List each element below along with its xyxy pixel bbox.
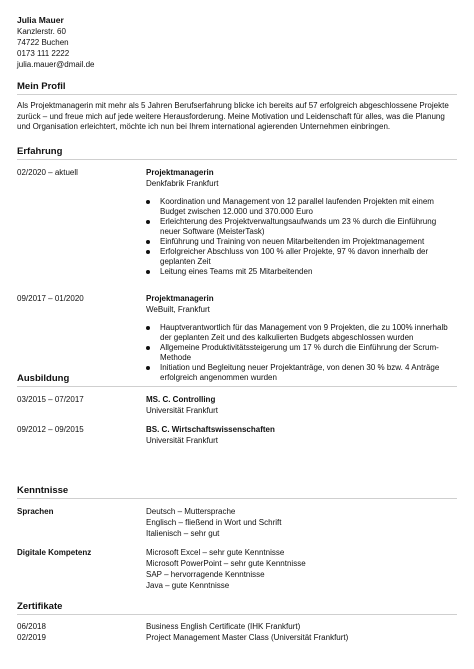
contact-name: Julia Mauer <box>17 15 64 25</box>
section-divider <box>17 614 457 615</box>
skill-item: Englisch – fließend in Wort und Schrift <box>146 518 282 527</box>
certificate-date: 02/2019 <box>17 633 46 642</box>
skill-item: Java – gute Kenntnisse <box>146 581 230 590</box>
skill-item: SAP – hervorragende Kenntnisse <box>146 570 265 579</box>
list-item: Koordination und Management von 12 parallel laufenden Projekten mit einem Budget zwischen 12.000 und 370.000 Euro <box>146 197 451 217</box>
section-divider <box>17 159 457 160</box>
education-school: Universität Frankfurt <box>146 406 219 415</box>
contact-phone: 0173 111 2222 <box>17 49 70 58</box>
list-item: Einführung und Training von neuen Mitarbeitenden im Projektmanagement <box>146 237 451 247</box>
certificate-name: Business English Certificate (IHK Frankfurt) <box>146 622 301 631</box>
contact-street: Kanzlerstr. 60 <box>17 27 66 36</box>
list-item: Erfolgreicher Abschluss von 100 % aller Projekte, 97 % davon innerhalb der geplanten Zeit <box>146 247 451 267</box>
skill-item: Italienisch – sehr gut <box>146 529 220 538</box>
section-divider <box>17 94 457 95</box>
section-divider <box>17 386 457 387</box>
certificate-date: 06/2018 <box>17 622 46 631</box>
list-item: Hauptverantwortlich für das Management von 9 Projekten, die zu 100% innerhalb der geplanten Zeit und des kalkulierten Budgets abgeschlossen wurden <box>146 323 451 343</box>
education-degree: BS. C. Wirtschaftswissenschaften <box>146 425 275 434</box>
experience-bullet-list <box>146 197 451 277</box>
list-item: Allgemeine Produktivitätssteigerung um 17 % durch die Einführung der Scrum-Methode <box>146 343 451 363</box>
education-period: 03/2015 – 07/2017 <box>17 395 84 404</box>
list-item: Erleichterung des Projektverwaltungsaufwands um 23 % durch die Einführung neuer Software (MeisterTask) <box>146 217 451 237</box>
skills-digital-label: Digitale Kompetenz <box>17 548 92 557</box>
list-item: Leitung eines Teams mit 25 Mitarbeitenden <box>146 267 451 277</box>
skill-item: Deutsch – Muttersprache <box>146 507 236 516</box>
experience-role: Projektmanagerin <box>146 294 214 303</box>
experience-period: 09/2017 – 01/2020 <box>17 294 84 303</box>
certificate-name: Project Management Master Class (Universität Frankfurt) <box>146 633 349 642</box>
experience-company: Denkfabrik Frankfurt <box>146 179 219 188</box>
section-title-profile: Mein Profil <box>17 81 66 92</box>
section-title-education: Ausbildung <box>17 373 70 384</box>
profile-text: Als Projektmanagerin mit mehr als 5 Jahren Berufserfahrung blicke ich bereits auf 57 erfolgreich abgeschlossene Projekte zurück – und freue mich auf jede weitere Herausforderung. Meine Motivation und Leidenschaft für alles, was die Planung und Organisation erleichtert, möchte ich nun bei Ihrem international agierenden Unternehmen einbringen. <box>17 101 449 131</box>
section-divider <box>17 498 457 499</box>
skill-item: Microsoft PowerPoint – sehr gute Kenntnisse <box>146 559 306 568</box>
experience-company: WeBuilt, Frankfurt <box>146 305 210 314</box>
skills-languages-label: Sprachen <box>17 507 54 516</box>
education-degree: MS. C. Controlling <box>146 395 216 404</box>
experience-period: 02/2020 – aktuell <box>17 168 78 177</box>
experience-bullet-list <box>146 323 451 383</box>
contact-city: 74722 Buchen <box>17 38 69 47</box>
experience-role: Projektmanagerin <box>146 168 214 177</box>
section-title-experience: Erfahrung <box>17 146 63 157</box>
skill-item: Microsoft Excel – sehr gute Kenntnisse <box>146 548 285 557</box>
section-title-certificates: Zertifikate <box>17 601 63 612</box>
education-period: 09/2012 – 09/2015 <box>17 425 84 434</box>
section-title-skills: Kenntnisse <box>17 485 69 496</box>
contact-email: julia.mauer@dmail.de <box>17 60 95 69</box>
education-school: Universität Frankfurt <box>146 436 219 445</box>
list-item: Initiation und Begleitung neuer Projektanträge, von denen 30 % bzw. 4 Anträge erfolgreich angenommen wurden <box>146 363 451 383</box>
